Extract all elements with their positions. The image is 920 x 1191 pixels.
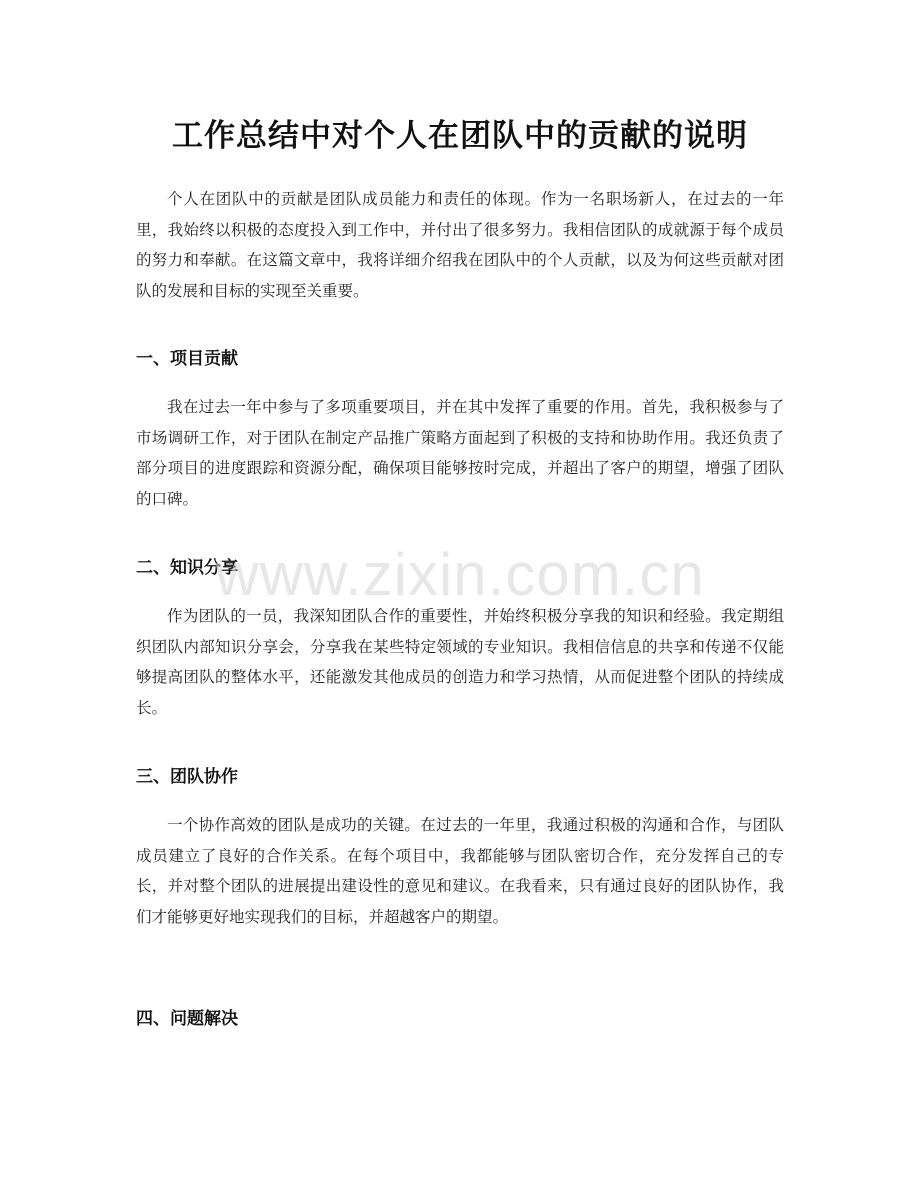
section-heading-project: 一、项目贡献 (136, 349, 238, 369)
section-heading-teamwork: 三、团队协作 (136, 767, 238, 787)
section-body-project: 我在过去一年中参与了多项重要项目，并在其中发挥了重要的作用。首先，我积极参与了市场调研工作，对于团队在制定产品推广策略方面起到了积极的支持和协助作用。我还负责了部分项目的进度跟踪和资源分配，确保项目能够按时完成，并超出了客户的期望，增强了团队的口碑。 (136, 398, 784, 508)
intro-paragraph: 个人在团队中的贡献是团队成员能力和责任的体现。作为一名职场新人，在过去的一年里，我始终以积极的态度投入到工作中，并付出了很多努力。我相信团队的成就源于每个成员的努力和奉献。在这篇文章中，我将详细介绍我在团队中的个人贡献，以及为何这些贡献对团队的发展和目标的实现至关重要。 (136, 190, 784, 300)
section-heading-knowledge: 二、知识分享 (136, 558, 238, 578)
page-title: 工作总结中对个人在团队中的贡献的说明 (172, 118, 748, 154)
section-body-teamwork: 一个协作高效的团队是成功的关键。在过去的一年里，我通过积极的沟通和合作，与团队成员建立了良好的合作关系。在每个项目中，我都能够与团队密切合作，充分发挥自己的专长，并对整个团队的进展提出建设性的意见和建议。在我看来，只有通过良好的团队协作，我们才能够更好地实现我们的目标，并超越客户的期望。 (136, 816, 784, 926)
section-body-knowledge: 作为团队的一员，我深知团队合作的重要性，并始终积极分享我的知识和经验。我定期组织团队内部知识分享会，分享我在某些特定领域的专业知识。我相信信息的共享和传递不仅能够提高团队的整体水平，还能激发其他成员的创造力和学习热情，从而促进整个团队的持续成长。 (136, 607, 784, 717)
section-heading-problem-solving: 四、问题解决 (136, 1009, 238, 1029)
watermark: www.zixin.com.cn (215, 541, 705, 608)
